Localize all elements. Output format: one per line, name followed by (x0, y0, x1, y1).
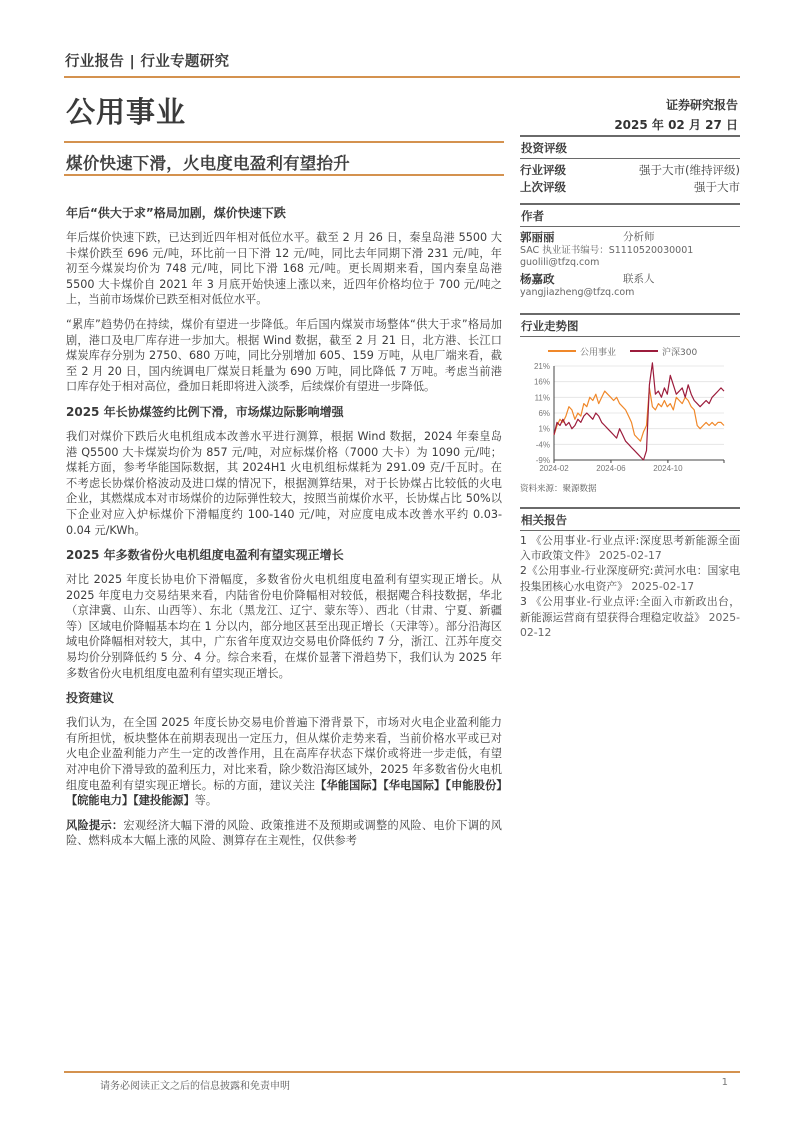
related-report-date: 2025-02-17 (599, 548, 662, 562)
svg-text:6%: 6% (538, 408, 550, 418)
legend-label: 公用事业 (580, 347, 617, 358)
svg-text:16%: 16% (533, 377, 550, 387)
divider (64, 174, 504, 176)
chart-source: 资料来源：聚源数据 (520, 483, 597, 494)
advice-tail: 等。 (194, 794, 218, 808)
related-report-title[interactable]: 3 《公用事业-行业点评:全面入市新政出台，新能源运营商有望获得合理稳定收益》 (520, 595, 740, 624)
divider (64, 141, 504, 143)
main-content (66, 205, 502, 858)
authors-panel (520, 203, 740, 299)
related-report-title[interactable]: 2《公用事业-行业深度研究:黄河水电：国家电投集团核心水电资产》 (520, 564, 740, 593)
related-report-item[interactable] (520, 594, 740, 640)
footer-divider (64, 1071, 740, 1073)
legend-item-hs300 (630, 345, 697, 358)
related-section-title: 相关报告 (521, 512, 567, 527)
divider (520, 226, 740, 228)
related-report-title[interactable]: 1 《公用事业-行业点评:深度思考新能源全面入市政策文件》 (520, 533, 740, 562)
paragraph: 我们对煤价下跌后火电机组成本改善水平进行测算，根据 Wind 数据，2024 年秦皇岛港 Q5500 大卡煤炭均价为 857 元/吨，对应标煤价格（7000 大卡）为 1090 元/吨；煤耗方面，参考华能国际数据，其 2024H1 火电机组标煤耗为 291.09 克/千瓦时。在不考虑长协煤价格波动及进口煤的情况下，根据测算结果，对于长协煤占比较低的火电企业，其燃煤成本对市场煤价的边际弹性较大，按照当前煤价水平，长协煤占比 50%以下企业对应入炉标煤价下滑幅度约 100-140 元/吨，对应度电成本改善水平约 0.03-0.04 元/KWh。 (66, 429, 502, 537)
divider (64, 76, 740, 78)
svg-text:-9%: -9% (535, 455, 550, 465)
legend-item-utilities (548, 345, 616, 358)
related-reports-panel (520, 507, 740, 640)
related-report-item[interactable] (520, 533, 740, 564)
author-role: 联系人 (623, 273, 655, 285)
report-date: 2025 年 02 月 27 日 (614, 118, 738, 132)
related-report-date: 2025-02-17 (631, 579, 695, 593)
trend-line-chart (520, 360, 740, 480)
author-name: 郭丽丽 (520, 230, 555, 244)
rating-section-title: 投资评级 (521, 140, 567, 155)
trend-section-title: 行业走势图 (521, 318, 579, 333)
divider (520, 530, 740, 531)
risk-text: 宏观经济大幅下滑的风险、政策推进不及预期或调整的风险、电价下调的风险、燃料成本大幅上涨的风险、测算存在主观性，仅供参考 (66, 818, 502, 848)
authors-section-title: 作者 (521, 208, 544, 223)
author-cert: SAC 执业证书编号：S1110520030001 (520, 245, 694, 256)
section-title: 年后“供大于求”格局加剧，煤价快速下跌 (66, 206, 286, 220)
page-number: 1 (721, 1077, 728, 1088)
legend-line-icon (548, 350, 576, 352)
section-title: 投资建议 (66, 691, 115, 706)
rating-value: 强于大市 (694, 180, 740, 194)
recommended-stocks: 【华能国际】【华电国际】【申能股份】【皖能电力】【建投能源】 (66, 778, 502, 808)
paragraph: “累库”趋势仍在持续，煤价有望进一步降低。年后国内煤炭市场整体“供大于求”格局加剧，港口及电厂库存进一步加大。根据 Wind 数据，截至 2 月 21 日，北方港、长江口煤炭库存分别为 2750、680 万吨，同比分别增加 605、159 万吨，从电厂端来看，截至 2 月 20 日，国内统调电厂煤炭日耗量为 690 万吨，同比降低 7 万吨。考虑当前港口库存处于相对高位，叠加日耗即将进入淡季，后续煤价有望进一步降低。 (66, 317, 502, 394)
author-email[interactable]: yangjiazheng@tfzq.com (520, 287, 635, 298)
svg-text:2024-06: 2024-06 (596, 463, 626, 473)
investment-advice (66, 715, 502, 809)
rating-row-previous (520, 179, 740, 196)
related-report-date: 2025-02-12 (520, 610, 741, 639)
paragraph: 对比 2025 年度长协电价下滑幅度，多数省份火电机组度电盈利有望实现正增长。从 2025 年度电力交易结果来看，内陆省份电价降幅相对较低，根据飔合科技数据，华北（京津冀、山东、山西等）、东北（黑龙江、辽宁、蒙东等）、西北（甘肃、宁夏、新疆等）区域电价降幅基本均在 1 分以内，部分地区甚至出现正增长（天津等）。部分沿海区域电价降幅相对较大，其中，广东省年度双边交易电价降低约 7 分，浙江、江苏年度交易均价分别降低约 5 分、4 分。综合来看，在煤价显著下滑趋势下，我们认为 2025 年多数省份火电机组度电盈利有望实现正增长。 (66, 573, 502, 680)
divider (520, 336, 740, 337)
section-title: 2025 年长协煤签约比例下滑，市场煤边际影响增强 (66, 404, 344, 419)
footer-disclaimer[interactable]: 请务必阅读正文之后的信息披露和免责申明 (100, 1081, 290, 1092)
section-title: 2025 年多数省份火电机组度电盈利有望实现正增长 (66, 548, 344, 563)
risk-label: 风险提示： (66, 818, 124, 832)
author-name: 杨嘉政 (520, 272, 555, 286)
legend-label: 沪深300 (662, 347, 698, 358)
rating-label: 行业评级 (520, 163, 566, 177)
paragraph: 年后煤价快速下跌，已达到近四年相对低位水平。截至 2 月 26 日，秦皇岛港 5500 大卡煤价跌至 696 元/吨，环比前一日下滑 12 元/吨，同比去年同期下滑 231 元/吨，年初至今煤炭均价为 748 元/吨，同比下滑 168 元/吨。更长周期来看，国内秦皇岛港 5500 大卡煤价自 2021 年 3 月底开始快速上涨以来，近四年价格均位于 700 元/吨之上，当前市场煤价已跌至相对低位水平。 (66, 231, 502, 307)
rating-label: 上次评级 (520, 180, 566, 194)
headline: 煤价快速下滑，火电度电盈利有望抬升 (66, 154, 350, 173)
chart-legend (520, 345, 740, 358)
report-category: 行业报告 | 行业专题研究 (65, 54, 230, 70)
industry-title: 公用事业 (66, 95, 187, 129)
report-type: 证券研究报告 (665, 98, 738, 112)
author-guolili (520, 230, 740, 245)
risk-warning (66, 818, 502, 849)
rating-value: 强于大市(维持评级) (639, 163, 740, 177)
svg-text:21%: 21% (533, 361, 550, 371)
svg-text:1%: 1% (538, 424, 550, 434)
related-report-item[interactable] (520, 563, 740, 594)
rating-panel (520, 135, 740, 196)
rating-row-industry (520, 162, 740, 179)
author-yangjiazheng (520, 272, 740, 287)
trend-chart-panel (520, 313, 740, 494)
svg-text:-4%: -4% (535, 439, 550, 449)
author-email[interactable]: guolili@tfzq.com (520, 257, 600, 268)
advice-text: 我们认为，在全国 2025 年度长协交易电价普遍下滑背景下，市场对火电企业盈利能力有所担忧，板块整体在前期表现出一定压力，但从煤价走势来看，当前价格水平或已对火电企业盈利能力产生一定的改善作用，且在高库存状态下煤价或将进一步走低，有望对冲电价下滑导致的盈利压力，对比来看，除少数沿海区域外，2025 年多数省份火电机组度电盈利有望实现正增长。标的方面，建议关注 (66, 716, 502, 792)
legend-line-icon (630, 350, 658, 352)
svg-text:2024-02: 2024-02 (539, 463, 569, 473)
svg-text:11%: 11% (534, 392, 550, 402)
svg-text:2024-10: 2024-10 (653, 463, 683, 473)
author-role: 分析师 (623, 231, 655, 243)
